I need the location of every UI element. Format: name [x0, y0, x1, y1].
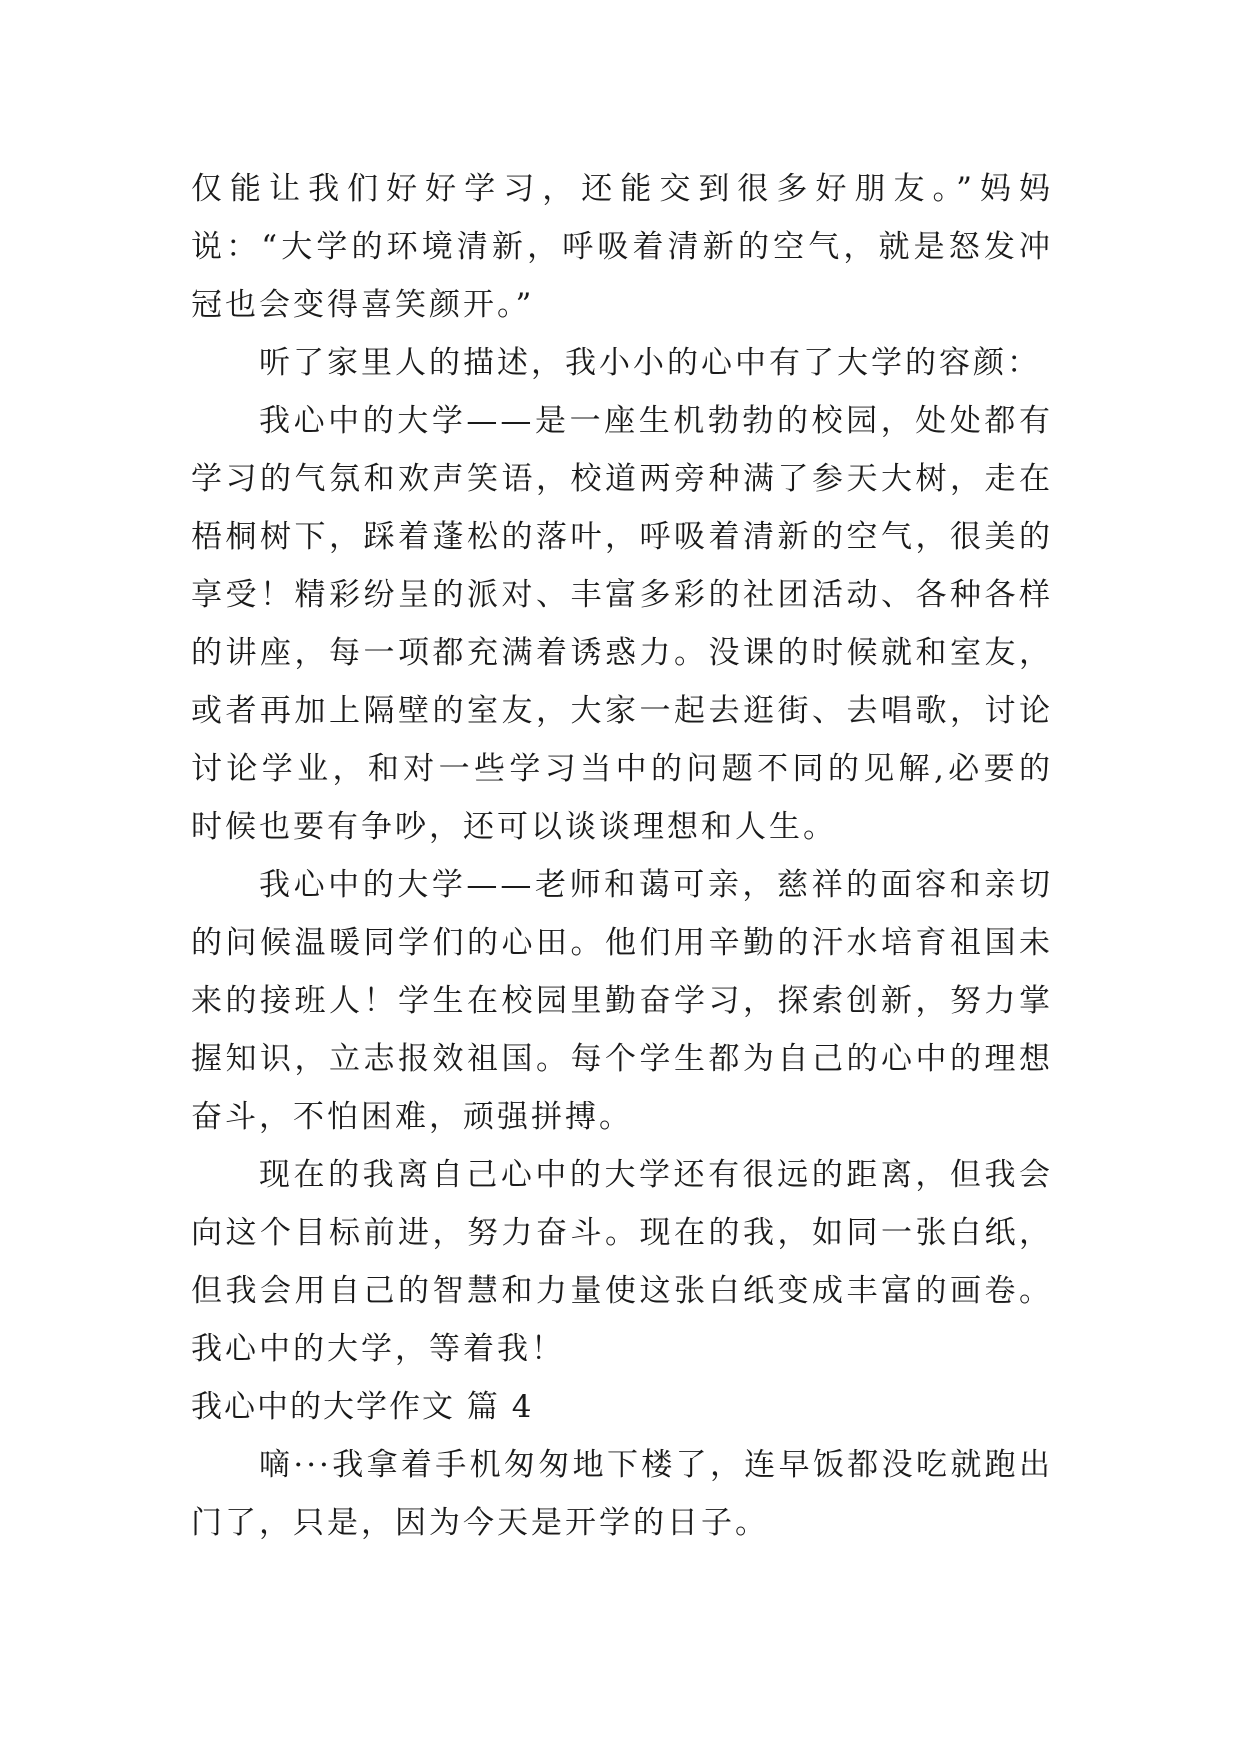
paragraph-6: 嘀···我拿着手机匆匆地下楼了，连早饭都没吃就跑出门了，只是，因为今天是开学的日子。 — [191, 1447, 1053, 1541]
section-heading: 我心中的大学作文 篇 4 — [191, 1389, 534, 1425]
paragraph-2: 听了家里人的描述，我小小的心中有了大学的容颜： — [259, 345, 1041, 381]
paragraph-5: 现在的我离自己心中的大学还有很远的距离，但我会向这个目标前进，努力奋斗。现在的我，如同一张白纸，但我会用自己的智慧和力量使这张白纸变成丰富的画卷。我心中的大学，等着我！ — [191, 1157, 1053, 1367]
document-body — [191, 160, 1053, 1552]
paragraph-1: 仅能让我们好好学习，还能交到很多好朋友。”妈妈说：“大学的环境清新，呼吸着清新的空气，就是怒发冲冠也会变得喜笑颜开。” — [191, 171, 1053, 323]
paragraph-3: 我心中的大学——是一座生机勃勃的校园，处处都有学习的气氛和欢声笑语，校道两旁种满了参天大树，走在梧桐树下，踩着蓬松的落叶，呼吸着清新的空气，很美的享受！精彩纷呈的派对、丰富多彩的社团活动、各种各样的讲座，每一项都充满着诱惑力。没课的时候就和室友，或者再加上隔壁的室友，大家一起去逛街、去唱歌，讨论讨论学业，和对一些学习当中的问题不同的见解,必要的时候也要有争吵，还可以谈谈理想和人生。 — [191, 403, 1053, 845]
paragraph-4: 我心中的大学——老师和蔼可亲，慈祥的面容和亲切的问候温暖同学们的心田。他们用辛勤的汗水培育祖国未来的接班人！学生在校园里勤奋学习，探索创新，努力掌握知识，立志报效祖国。每个学生都为自己的心中的理想奋斗，不怕困难，顽强拼搏。 — [191, 867, 1053, 1135]
